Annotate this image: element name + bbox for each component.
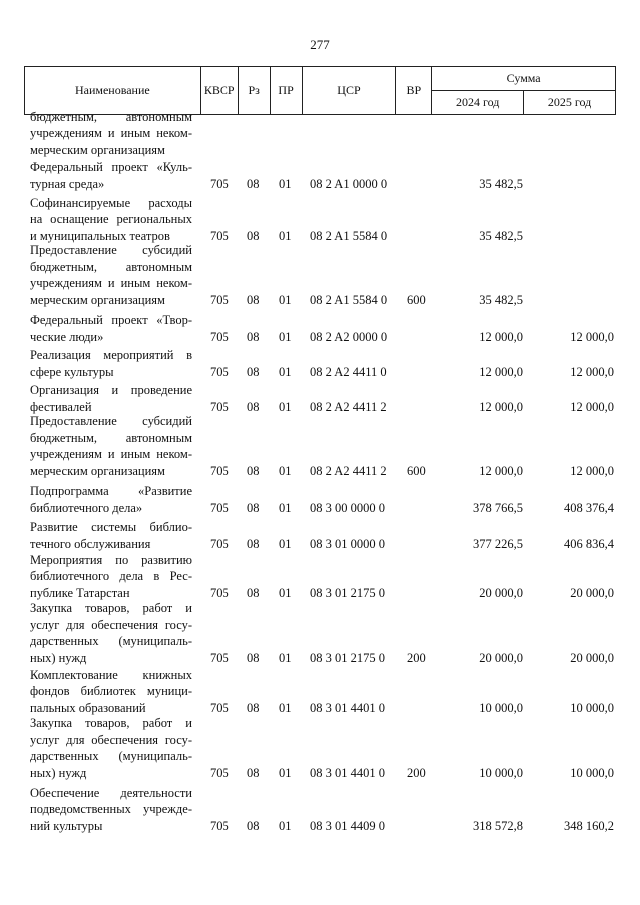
- header-vr: ВР: [396, 67, 432, 115]
- cell-rz: 08: [247, 329, 260, 344]
- table-row: [0, 552, 640, 602]
- cell-vr: 600: [407, 463, 426, 478]
- table-row: [0, 195, 640, 245]
- cell-csr: 08 2 A2 4411 2: [310, 399, 387, 414]
- cell-rz: 08: [247, 765, 260, 780]
- cell-sum-2024: 10 000,0: [479, 700, 523, 715]
- row-name-line: мерческим организациям: [30, 463, 165, 478]
- row-name-line: услуг для обеспечения госу-: [30, 732, 192, 747]
- cell-pr: 01: [279, 700, 292, 715]
- row-name: [30, 483, 192, 516]
- table-row: [0, 382, 640, 415]
- row-name-line: и муниципальных театров: [30, 228, 170, 243]
- row-name-line: Подпрограмма «Развитие: [30, 484, 192, 498]
- row-name-line: ний культуры: [30, 818, 103, 833]
- cell-rz: 08: [247, 500, 260, 515]
- cell-sum-2025: 12 000,0: [570, 329, 614, 344]
- cell-pr: 01: [279, 536, 292, 551]
- cell-vr: 200: [407, 650, 426, 665]
- table-row: [0, 242, 640, 308]
- cell-kvsr: 705: [210, 463, 229, 478]
- cell-csr: 08 2 A2 0000 0: [310, 329, 388, 344]
- header-rz: Рз: [238, 67, 270, 115]
- cell-kvsr: 705: [210, 818, 229, 833]
- row-name-line: Закупка товаров, работ и: [30, 601, 192, 615]
- cell-kvsr: 705: [210, 765, 229, 780]
- table-row: [0, 312, 640, 345]
- cell-csr: 08 2 A2 4411 0: [310, 364, 387, 379]
- cell-rz: 08: [247, 585, 260, 600]
- cell-rz: 08: [247, 176, 260, 191]
- row-name-line: подведомственных учрежде-: [30, 802, 192, 816]
- cell-kvsr: 705: [210, 364, 229, 379]
- row-name-line: течного обслуживания: [30, 536, 151, 551]
- header-kvsr: КВСР: [200, 67, 238, 115]
- row-name-line: Мероприятия по развитию: [30, 552, 192, 567]
- row-name-line: мерческим организациям: [30, 292, 165, 307]
- page-number: 277: [310, 37, 330, 52]
- row-name-line: Организация и проведение: [30, 383, 192, 397]
- cell-sum-2025: 12 000,0: [570, 463, 614, 478]
- cell-pr: 01: [279, 463, 292, 478]
- cell-sum-2025: 20 000,0: [570, 585, 614, 600]
- row-name-line: фондов библиотек муници-: [30, 684, 192, 698]
- row-name-line: турная среда»: [30, 176, 105, 191]
- row-name: [30, 159, 192, 192]
- cell-rz: 08: [247, 650, 260, 665]
- row-name-line: бюджетным, автономным: [30, 430, 192, 445]
- row-name-line: мерческим организациям: [30, 142, 165, 157]
- row-name-line: Обеспечение деятельности: [30, 785, 192, 800]
- cell-sum-2025: 348 160,2: [564, 818, 614, 833]
- table-row: [0, 715, 640, 781]
- row-name: [30, 195, 192, 245]
- row-name-line: пальных образований: [30, 700, 146, 715]
- cell-sum-2024: 318 572,8: [473, 818, 523, 833]
- cell-rz: 08: [247, 463, 260, 478]
- header-csr: ЦСР: [302, 67, 396, 115]
- table-row: [0, 109, 640, 159]
- cell-sum-2024: 35 482,5: [479, 292, 523, 307]
- cell-sum-2024: 35 482,5: [479, 228, 523, 243]
- cell-rz: 08: [247, 228, 260, 243]
- cell-csr: 08 3 01 2175 0: [310, 650, 385, 665]
- row-name-line: сфере культуры: [30, 364, 114, 379]
- cell-sum-2024: 20 000,0: [479, 650, 523, 665]
- table-row: [0, 413, 640, 479]
- row-name-line: учреждениям и иным неком-: [30, 276, 192, 290]
- header-name: Наименование: [25, 67, 201, 115]
- cell-kvsr: 705: [210, 700, 229, 715]
- row-name-line: учреждениям и иным неком-: [30, 447, 192, 461]
- row-name: [30, 242, 192, 308]
- cell-rz: 08: [247, 818, 260, 833]
- row-name-line: бюджетным, автономным: [30, 109, 192, 124]
- row-name-line: дарственных (муниципаль-: [30, 749, 192, 763]
- cell-kvsr: 705: [210, 329, 229, 344]
- row-name: [30, 552, 192, 602]
- cell-vr: 200: [407, 765, 426, 780]
- row-name-line: Реализация мероприятий в: [30, 348, 192, 362]
- cell-pr: 01: [279, 500, 292, 515]
- cell-sum-2024: 377 226,5: [473, 536, 523, 551]
- cell-rz: 08: [247, 364, 260, 379]
- cell-kvsr: 705: [210, 650, 229, 665]
- row-name-line: Предоставление субсидий: [30, 243, 192, 257]
- cell-sum-2024: 35 482,5: [479, 176, 523, 191]
- cell-sum-2025: 12 000,0: [570, 364, 614, 379]
- header-pr: ПР: [270, 67, 302, 115]
- cell-kvsr: 705: [210, 399, 229, 414]
- cell-csr: 08 3 00 0000 0: [310, 500, 385, 515]
- row-name: [30, 413, 192, 479]
- cell-sum-2025: 12 000,0: [570, 399, 614, 414]
- cell-kvsr: 705: [210, 292, 229, 307]
- row-name: [30, 667, 192, 717]
- cell-csr: 08 2 A1 5584 0: [310, 292, 388, 307]
- row-name-line: ных) нужд: [30, 765, 87, 780]
- row-name: [30, 312, 192, 345]
- row-name-line: учреждениям и иным неком-: [30, 126, 192, 140]
- row-name-line: Предоставление субсидий: [30, 414, 192, 428]
- cell-csr: 08 3 01 4401 0: [310, 765, 385, 780]
- row-name: [30, 347, 192, 380]
- row-name-line: Федеральный проект «Куль-: [30, 160, 192, 174]
- cell-rz: 08: [247, 292, 260, 307]
- cell-sum-2025: 20 000,0: [570, 650, 614, 665]
- header-sum: Сумма: [432, 67, 616, 91]
- table-row: [0, 667, 640, 717]
- table-row: [0, 159, 640, 192]
- cell-rz: 08: [247, 399, 260, 414]
- cell-sum-2024: 12 000,0: [479, 399, 523, 414]
- cell-pr: 01: [279, 176, 292, 191]
- row-name-line: Федеральный проект «Твор-: [30, 313, 192, 327]
- table-row: [0, 785, 640, 835]
- cell-pr: 01: [279, 364, 292, 379]
- row-name-line: бюджетным, автономным: [30, 259, 192, 274]
- cell-csr: 08 2 A1 0000 0: [310, 176, 388, 191]
- header-year-2025: 2025 год: [524, 91, 616, 115]
- header-year-2024: 2024 год: [432, 91, 524, 115]
- table-row: [0, 600, 640, 666]
- table-row: [0, 519, 640, 552]
- cell-sum-2024: 12 000,0: [479, 329, 523, 344]
- cell-pr: 01: [279, 765, 292, 780]
- row-name: [30, 600, 192, 666]
- cell-pr: 01: [279, 399, 292, 414]
- cell-sum-2024: 378 766,5: [473, 500, 523, 515]
- row-name-line: Закупка товаров, работ и: [30, 716, 192, 730]
- cell-kvsr: 705: [210, 176, 229, 191]
- cell-csr: 08 2 A1 5584 0: [310, 228, 388, 243]
- row-name-line: Софинансируемые расходы: [30, 195, 192, 210]
- row-name-line: услуг для обеспечения госу-: [30, 617, 192, 632]
- row-name-line: Развитие системы библио-: [30, 520, 192, 534]
- row-name-line: фестивалей: [30, 399, 92, 414]
- cell-csr: 08 3 01 4409 0: [310, 818, 385, 833]
- row-name-line: ных) нужд: [30, 650, 87, 665]
- row-name: [30, 715, 192, 781]
- table-row: [0, 347, 640, 380]
- cell-sum-2025: 406 836,4: [564, 536, 614, 551]
- row-name-line: Комплектование книжных: [30, 667, 192, 682]
- cell-csr: 08 3 01 0000 0: [310, 536, 385, 551]
- cell-sum-2024: 20 000,0: [479, 585, 523, 600]
- cell-sum-2024: 10 000,0: [479, 765, 523, 780]
- row-name-line: на оснащение региональных: [30, 212, 192, 226]
- row-name-line: ческие люди»: [30, 329, 104, 344]
- cell-sum-2024: 12 000,0: [479, 364, 523, 379]
- cell-sum-2024: 12 000,0: [479, 463, 523, 478]
- cell-pr: 01: [279, 650, 292, 665]
- cell-kvsr: 705: [210, 228, 229, 243]
- cell-pr: 01: [279, 292, 292, 307]
- row-name: [30, 785, 192, 835]
- cell-csr: 08 3 01 2175 0: [310, 585, 385, 600]
- row-name: [30, 382, 192, 415]
- row-name-line: библиотечного дела в Рес-: [30, 569, 192, 583]
- cell-vr: 600: [407, 292, 426, 307]
- cell-pr: 01: [279, 329, 292, 344]
- row-name: [30, 519, 192, 552]
- cell-kvsr: 705: [210, 500, 229, 515]
- row-name-line: библиотечного дела»: [30, 500, 143, 515]
- cell-csr: 08 2 A2 4411 2: [310, 463, 387, 478]
- table-row: [0, 483, 640, 516]
- cell-rz: 08: [247, 536, 260, 551]
- row-name: [30, 109, 192, 159]
- cell-pr: 01: [279, 818, 292, 833]
- cell-sum-2025: 10 000,0: [570, 700, 614, 715]
- row-name-line: публике Татарстан: [30, 585, 130, 600]
- cell-pr: 01: [279, 228, 292, 243]
- cell-pr: 01: [279, 585, 292, 600]
- cell-sum-2025: 408 376,4: [564, 500, 614, 515]
- cell-sum-2025: 10 000,0: [570, 765, 614, 780]
- cell-kvsr: 705: [210, 536, 229, 551]
- cell-kvsr: 705: [210, 585, 229, 600]
- cell-rz: 08: [247, 700, 260, 715]
- row-name-line: дарственных (муниципаль-: [30, 634, 192, 648]
- cell-csr: 08 3 01 4401 0: [310, 700, 385, 715]
